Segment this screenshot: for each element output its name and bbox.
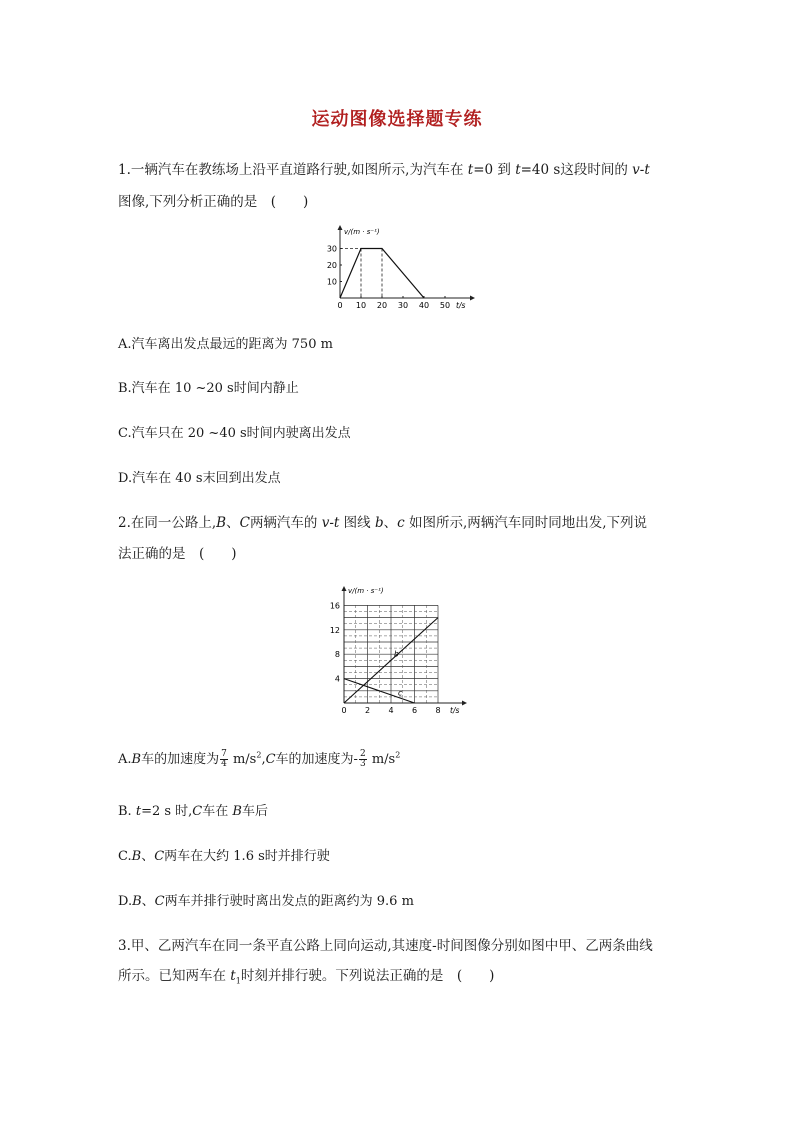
q2-option-a	[118, 748, 400, 769]
q2-var-lc: c	[397, 515, 405, 531]
y-axis-label: v/(m · s⁻¹)	[348, 587, 384, 595]
q2b-var-t: t	[135, 804, 142, 819]
page-title: 运动图像选择题专练	[311, 109, 483, 130]
q2a-frac1-num: 7	[221, 749, 227, 759]
q1-option-a: A.汽车离出发点最远的距离为 750 m	[118, 337, 333, 352]
x-tick-label: 10	[355, 301, 367, 310]
q1-stem-line-2: 图像,下列分析正确的是 ( )	[118, 194, 309, 210]
x-tick-label: 40	[418, 301, 430, 310]
q3-var-t-sub: 1	[235, 976, 241, 986]
q2a-var-B: B	[131, 752, 142, 767]
q2a-var-C: C	[265, 752, 276, 767]
x-tick-label: 50	[439, 301, 451, 310]
q2a-frac1-den: 4	[221, 759, 227, 769]
x-tick-label: 8	[435, 706, 441, 715]
q3-text-a: 所示。已知两车在	[118, 968, 231, 984]
x-tick-label: 0	[341, 706, 347, 715]
q1-stem-line-1	[118, 158, 650, 178]
q2d-sep: 、	[141, 894, 155, 909]
q2-var-B: B	[216, 515, 227, 531]
series-label-c: c	[398, 688, 403, 698]
q2-stem-line-2: 法正确的是 ( )	[118, 546, 237, 562]
q2d-var-B: B	[132, 894, 142, 909]
q2c-var-C: C	[154, 849, 165, 864]
q2-text-b: 两辆汽车的	[249, 515, 322, 531]
q2b-text-d: 车后	[241, 804, 268, 819]
x-axis-arrow-icon	[470, 296, 475, 301]
q2d-label: D.	[118, 894, 133, 909]
q2a-unit-2: m/s	[367, 752, 396, 767]
q2a-text-e: 车的加速度为-	[275, 752, 358, 767]
q2a-exp-1: 2	[256, 750, 262, 760]
q2b-text-b: =2 s 时,	[141, 804, 193, 819]
q2a-fraction-2	[359, 750, 367, 769]
q2d-var-C: C	[154, 894, 165, 909]
q1-option-b: B.汽车在 10 ~20 s时间内静止	[118, 381, 299, 396]
q2-text-c: 图线	[339, 515, 375, 531]
q1-text-b: =0 到	[473, 162, 516, 178]
y-tick-label: 12	[329, 625, 340, 635]
q2-text-d: 、	[383, 515, 398, 531]
q2c-var-B: B	[131, 849, 142, 864]
q2a-fraction-1	[220, 750, 228, 769]
q1-vt-chart	[318, 222, 478, 317]
q2-option-c	[118, 845, 330, 864]
q2a-label: A.	[118, 752, 132, 767]
q2-vt-chart	[322, 583, 467, 715]
x-axis-label: t/s	[456, 301, 466, 310]
q2b-label: B.	[118, 804, 136, 819]
q1-var-t0: t	[467, 162, 474, 178]
y-axis-arrow-icon	[338, 225, 343, 230]
x-tick-label: 20	[376, 301, 388, 310]
x-tick-label: 2	[364, 706, 371, 715]
q2-option-b	[118, 800, 268, 819]
y-tick-label: 8	[334, 650, 340, 660]
q3-var-t: t	[230, 968, 236, 984]
q2d-text-c: 两车并排行驶时离出发点的距离约为 9.6 m	[164, 894, 414, 909]
y-axis-label: v/(m · s⁻¹)	[344, 228, 380, 236]
y-tick-label: 10	[326, 277, 337, 287]
x-tick-label: 4	[388, 706, 394, 715]
q3-stem-line-1: 3.甲、乙两汽车在同一条平直公路上同向运动,其速度-时间图像分别如图中甲、乙两条曲线	[118, 938, 653, 954]
y-tick-label: 16	[329, 601, 340, 611]
q2a-frac2-num: 2	[359, 749, 366, 759]
q1-var-t1: t	[515, 162, 521, 178]
q2c-sep: 、	[141, 849, 155, 864]
q2b-var-B: B	[232, 804, 242, 819]
q1-text-a: 1.一辆汽车在教练场上沿平直道路行驶,如图所示,为汽车在	[118, 162, 468, 178]
q2a-frac2-den: 3	[359, 759, 366, 769]
q2a-text-b: 车的加速度为	[141, 752, 220, 767]
q2-text-e: 如图所示,两辆汽车同时同地出发,下列说	[404, 515, 648, 531]
x-tick-label: 0	[337, 301, 343, 310]
y-tick-label: 30	[326, 244, 337, 254]
y-tick-label: 20	[326, 261, 337, 270]
x-axis-label: t/s	[450, 706, 460, 715]
y-axis-arrow-icon	[342, 586, 347, 591]
q1-text-c: =40 s这段时间的	[520, 162, 633, 178]
q2b-text-c: 车在	[202, 804, 233, 819]
q2-option-d	[118, 890, 414, 909]
q1-var-vt: v-t	[632, 162, 650, 178]
q2a-exp-2: 2	[395, 750, 401, 760]
x-tick-label: 6	[411, 706, 418, 715]
q3-stem-line-2	[118, 964, 494, 986]
q2-var-lb: b	[374, 515, 384, 531]
q2a-unit-1: m/s	[228, 752, 257, 767]
q2b-var-C: C	[192, 804, 203, 819]
q3-text-b: 时刻并排行驶。下列说法正确的是 ( )	[240, 968, 495, 984]
q2c-text-c: 两车在大约 1.6 s时并排行驶	[164, 849, 330, 864]
q1-option-d: D.汽车在 40 s末回到出发点	[118, 471, 281, 486]
series-label-b: b	[393, 649, 399, 659]
x-axis-arrow-icon	[462, 701, 467, 706]
q2-var-C: C	[239, 515, 250, 531]
y-tick-label: 4	[334, 674, 340, 684]
q1-option-c: C.汽车只在 20 ~40 s时间内驶离出发点	[118, 426, 351, 441]
q2-stem-line-1	[118, 511, 647, 531]
x-tick-label: 30	[397, 301, 409, 310]
q2-var-vt: v-t	[321, 515, 340, 531]
q2-text-a: 2.在同一公路上,	[118, 515, 217, 531]
q2-sep: 、	[226, 515, 240, 531]
q2a-comma: ,	[261, 752, 266, 767]
q2c-label: C.	[118, 849, 132, 864]
